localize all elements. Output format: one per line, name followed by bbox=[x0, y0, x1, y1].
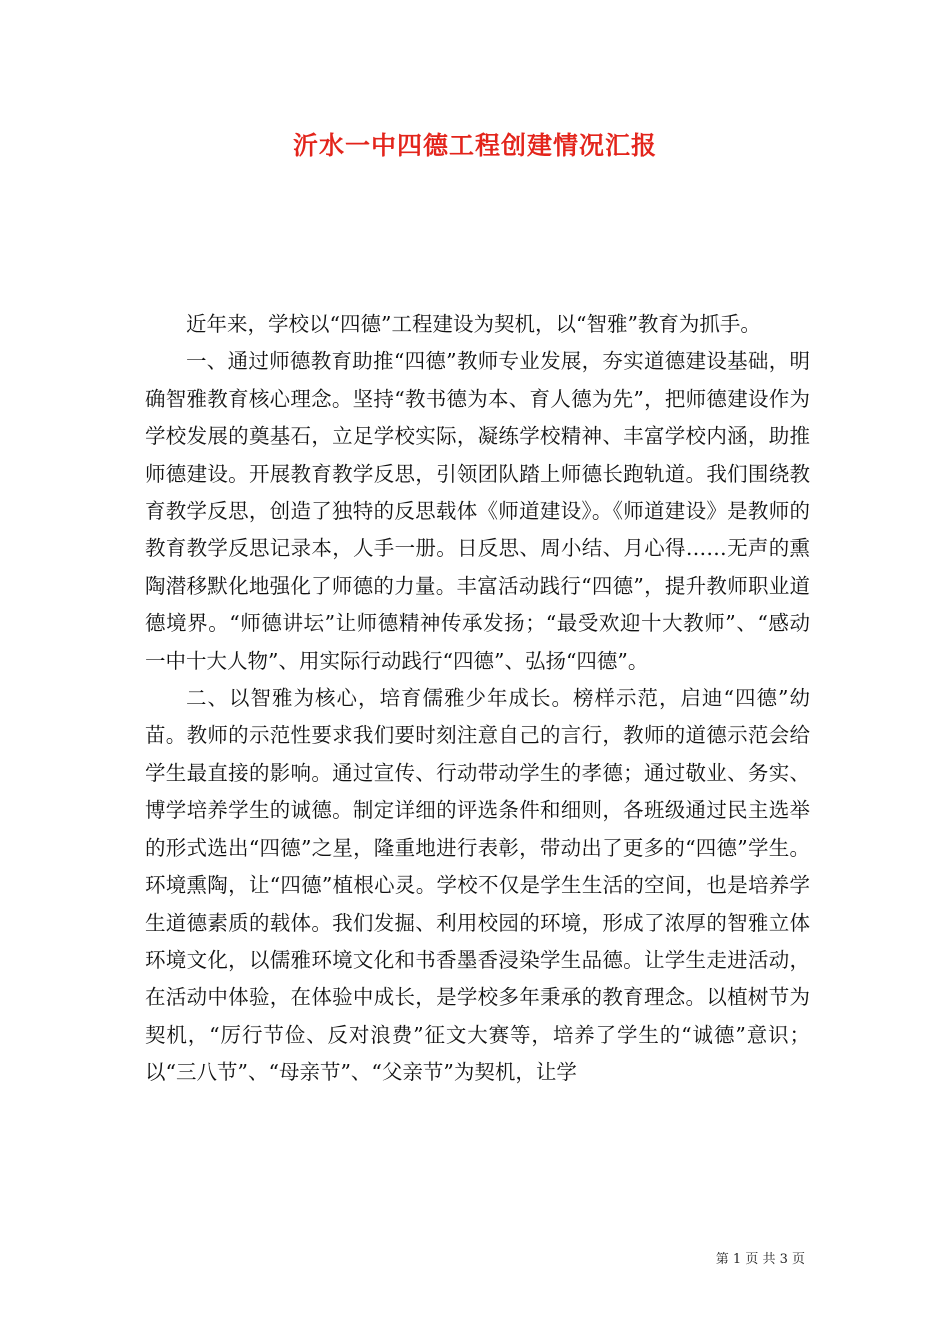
page-number: 第 1 页 共 3 页 bbox=[715, 1252, 805, 1267]
paragraph-section-two: 二、以智雅为核心，培育儒雅少年成长。榜样示范，启迪“四德”幼苗。教师的示范性要求我们要时刻注意自己的言行，教师的道德示范会给学生最直接的影响。通过宣传、行动带动学生的孝德；通过敬业、务实、博学培养学生的诚德。制定详细的评选条件和细则，各班级通过民主选举的形式选出“四德”之星，隆重地进行表彰，带动出了更多的“四德”学生。环境熏陶，让“四德”植根心灵。学校不仅是学生生活的空间，也是培养学生道德素质的载体。我们发掘、利用校园的环境，形成了浓厚的智雅立体环境文化，以儒雅环境文化和书香墨香浸染学生品德。让学生走进活动，在活动中体验，在体验中成长，是学校多年秉承的教育理念。以植树节为契机，“厉行节俭、反对浪费”征文大赛等，培养了学生的“诚德”意识；以“三八节”、“母亲节”、“父亲节”为契机，让学 bbox=[145, 686, 810, 1085]
document-title: 沂水一中四德工程创建情况汇报 bbox=[292, 131, 657, 160]
paragraph-intro: 近年来，学校以“四德”工程建设为契机，以“智雅”教育为抓手。 bbox=[186, 312, 761, 336]
document-body bbox=[145, 306, 810, 1092]
paragraph-section-one: 一、通过师德教育助推“四德”教师专业发展，夯实道德建设基础，明确智雅教育核心理念。坚持“教书德为本、育人德为先”，把师德建设作为学校发展的奠基石，立足学校实际，凝练学校精神、丰富学校内涵，助推师德建设。开展教育教学反思，引领团队踏上师德长跑轨道。我们围绕教育教学反思，创造了独特的反思载体《师道建设》。《师道建设》是教师的教育教学反思记录本，人手一册。日反思、周小结、月心得……无声的熏陶潜移默化地强化了师德的力量。丰富活动践行“四德”，提升教师职业道德境界。“师德讲坛”让师德精神传承发扬；“最受欢迎十大教师”、“感动一中十大人物”、用实际行动践行“四德”、弘扬“四德”。 bbox=[145, 349, 810, 673]
